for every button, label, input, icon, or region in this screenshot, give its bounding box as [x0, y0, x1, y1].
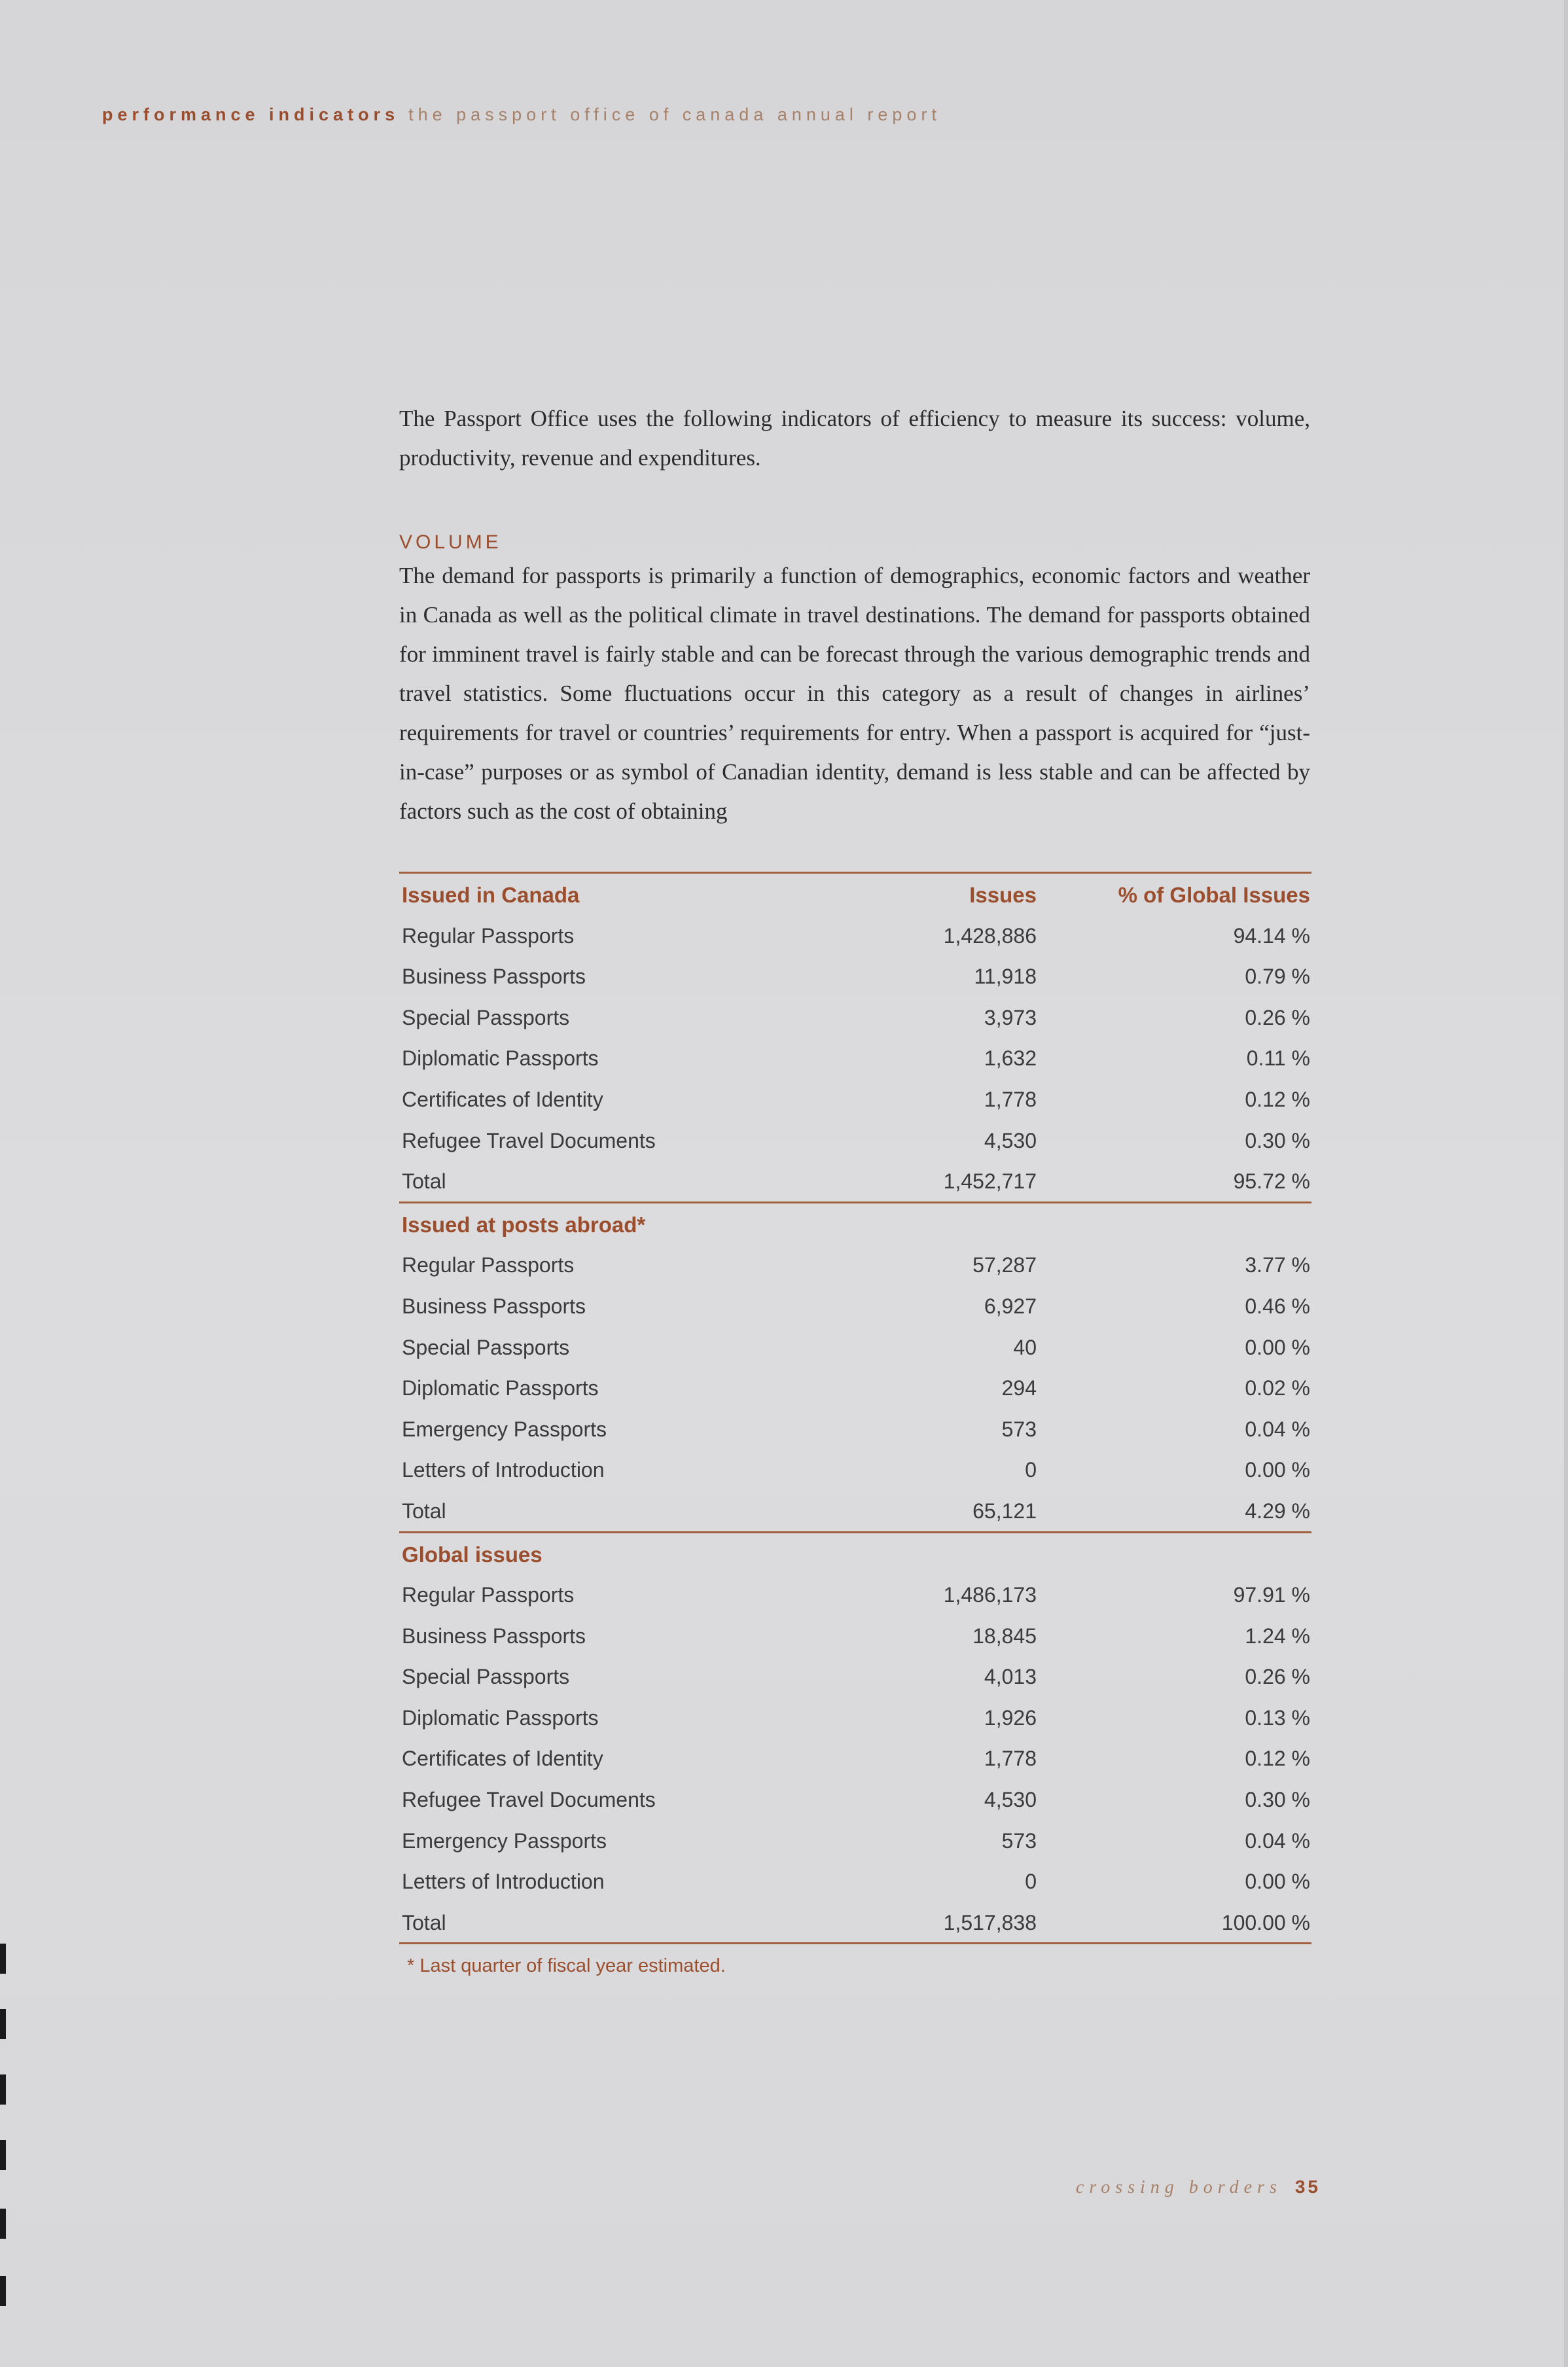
row-label: Diplomatic Passports: [402, 1046, 599, 1071]
page-footer: [1076, 2177, 1321, 2198]
intro-paragraph: The Passport Office uses the following indicators of efficiency to measure its success: volume, productivity, revenue and expenditures.: [399, 406, 1310, 471]
table-row: [399, 1860, 1311, 1902]
footer-label: crossing borders: [1075, 2177, 1282, 2198]
row-label: Regular Passports: [402, 1583, 575, 1607]
row-label: Certificates of Identity: [402, 1087, 603, 1111]
binder-mark: [0, 2140, 6, 2170]
row-label: Refugee Travel Documents: [402, 1788, 656, 1812]
row-percent: 0.04 %: [1245, 1828, 1310, 1853]
page-number: 35: [1294, 2177, 1321, 2197]
row-issues: 1,486,173: [943, 1583, 1037, 1607]
row-label: Emergency Passports: [402, 1828, 607, 1853]
row-label: Diplomatic Passports: [402, 1376, 599, 1400]
table-row: [399, 1615, 1311, 1656]
issues-table: [399, 872, 1311, 1944]
section-title: Issued in Canada: [402, 883, 580, 907]
table-row: [399, 1902, 1311, 1943]
table-row: [399, 1449, 1311, 1490]
table-row: [399, 1078, 1311, 1120]
table-row: [399, 1120, 1311, 1161]
table-row: [399, 1408, 1311, 1450]
binder-mark: [0, 2276, 6, 2306]
row-issues: 1,778: [984, 1747, 1037, 1771]
table-section-header: [399, 1203, 1311, 1245]
row-label: Total: [402, 1169, 446, 1194]
running-head-section: performance indicators: [102, 105, 400, 124]
row-percent: 0.04 %: [1245, 1417, 1310, 1441]
table-row: [399, 915, 1311, 956]
row-label: Regular Passports: [402, 1253, 575, 1277]
volume-heading: VOLUME: [399, 531, 502, 553]
row-label: Emergency Passports: [402, 1417, 607, 1441]
binder-mark: [0, 2009, 6, 2039]
row-percent: 95.72 %: [1233, 1169, 1310, 1194]
table-row: [399, 1656, 1311, 1697]
column-header-issues: Issues: [969, 883, 1037, 907]
row-label: Business Passports: [402, 965, 586, 989]
row-label: Letters of Introduction: [402, 1458, 605, 1482]
row-issues: 1,428,886: [943, 923, 1037, 948]
row-percent: 3.77 %: [1245, 1253, 1310, 1277]
row-percent: 94.14 %: [1233, 923, 1310, 948]
table-row: [399, 1574, 1311, 1615]
table-row: [399, 997, 1311, 1038]
row-percent: 0.12 %: [1245, 1747, 1310, 1771]
row-label: Special Passports: [402, 1665, 570, 1689]
row-issues: 0: [1025, 1870, 1037, 1894]
table-rule: [399, 1942, 1311, 1944]
row-issues: 294: [1001, 1376, 1037, 1400]
table-row: [399, 955, 1311, 997]
table-row: [399, 1285, 1311, 1326]
row-percent: 0.00 %: [1245, 1335, 1310, 1359]
row-percent: 0.30 %: [1245, 1788, 1310, 1812]
table-row: [399, 1779, 1311, 1820]
table-section-header: [399, 874, 1311, 915]
row-percent: 0.26 %: [1245, 1665, 1310, 1689]
row-issues: 1,926: [984, 1705, 1037, 1730]
row-percent: 0.00 %: [1245, 1458, 1310, 1482]
row-issues: 3,973: [984, 1005, 1037, 1029]
binder-mark: [0, 1944, 6, 1974]
row-percent: 0.30 %: [1245, 1128, 1310, 1152]
row-percent: 0.26 %: [1245, 1005, 1310, 1029]
row-percent: 0.46 %: [1245, 1294, 1310, 1318]
row-label: Letters of Introduction: [402, 1870, 605, 1894]
volume-paragraph: The demand for passports is primarily a function of demographics, economic factors and weather in Canada as well as the political climate in travel destinations. The demand for passports obtained for imminent travel is fairly stable and can be forecast through the various demographic trends and travel statistics. Some fluctuations occur in this category as a result of changes in airlines’ requirements for travel or countries’ requirements for entry. When a passport is acquired for “just-in-case” purposes or as symbol of Canadian identity, demand is less stable and can be affected by factors such as the cost of obtaining: [399, 563, 1310, 824]
table-row: [399, 1490, 1311, 1531]
row-percent: 0.79 %: [1245, 965, 1310, 989]
row-label: Certificates of Identity: [402, 1747, 603, 1771]
table-row: [399, 1820, 1311, 1861]
row-issues: 4,530: [984, 1128, 1037, 1152]
row-issues: 18,845: [972, 1624, 1037, 1648]
table-row: [399, 1367, 1311, 1408]
row-issues: 6,927: [984, 1294, 1037, 1318]
row-issues: 573: [1001, 1417, 1037, 1441]
row-label: Special Passports: [402, 1005, 570, 1029]
row-issues: 40: [1013, 1335, 1037, 1359]
row-label: Regular Passports: [402, 923, 575, 948]
row-issues: 11,918: [974, 965, 1037, 989]
table-row: [399, 1037, 1311, 1078]
row-issues: 0: [1025, 1458, 1037, 1482]
row-issues: 1,632: [984, 1046, 1037, 1071]
row-issues: 573: [1001, 1828, 1037, 1853]
row-label: Total: [402, 1499, 446, 1523]
row-percent: 0.02 %: [1245, 1376, 1310, 1400]
table-row: [399, 1160, 1311, 1201]
row-percent: 100.00 %: [1221, 1910, 1310, 1934]
section-title: Issued at posts abroad*: [402, 1212, 646, 1237]
row-issues: 65,121: [972, 1499, 1037, 1523]
table-row: [399, 1737, 1311, 1779]
footnote: * Last quarter of fiscal year estimated.: [407, 1955, 726, 1976]
row-issues: 1,452,717: [943, 1169, 1037, 1194]
table-row: [399, 1697, 1311, 1738]
row-issues: 1,778: [984, 1087, 1037, 1111]
running-head-title: the passport office of canada annual report: [408, 105, 941, 124]
row-label: Refugee Travel Documents: [402, 1128, 656, 1152]
row-percent: 97.91 %: [1233, 1583, 1310, 1607]
row-label: Business Passports: [402, 1624, 586, 1648]
row-percent: 0.12 %: [1245, 1087, 1310, 1111]
row-percent: 0.00 %: [1245, 1870, 1310, 1894]
row-issues: 57,287: [972, 1253, 1037, 1277]
row-percent: 0.13 %: [1245, 1705, 1310, 1730]
row-percent: 4.29 %: [1245, 1499, 1310, 1523]
section-title: Global issues: [402, 1542, 543, 1567]
row-issues: 4,013: [984, 1665, 1037, 1689]
table-row: [399, 1244, 1311, 1285]
binder-mark: [0, 2074, 6, 2105]
page-edge: [1564, 0, 1568, 2367]
table-section-header: [399, 1533, 1311, 1575]
row-label: Business Passports: [402, 1294, 586, 1318]
row-label: Total: [402, 1910, 446, 1934]
row-issues: 1,517,838: [943, 1910, 1037, 1934]
table-row: [399, 1326, 1311, 1368]
column-header-percent: % of Global Issues: [1118, 883, 1310, 907]
row-issues: 4,530: [984, 1788, 1037, 1812]
binder-mark: [0, 2209, 6, 2239]
row-percent: 1.24 %: [1245, 1624, 1310, 1648]
row-label: Diplomatic Passports: [402, 1705, 599, 1730]
row-label: Special Passports: [402, 1335, 570, 1359]
row-percent: 0.11 %: [1246, 1046, 1310, 1071]
running-head: [102, 105, 941, 125]
